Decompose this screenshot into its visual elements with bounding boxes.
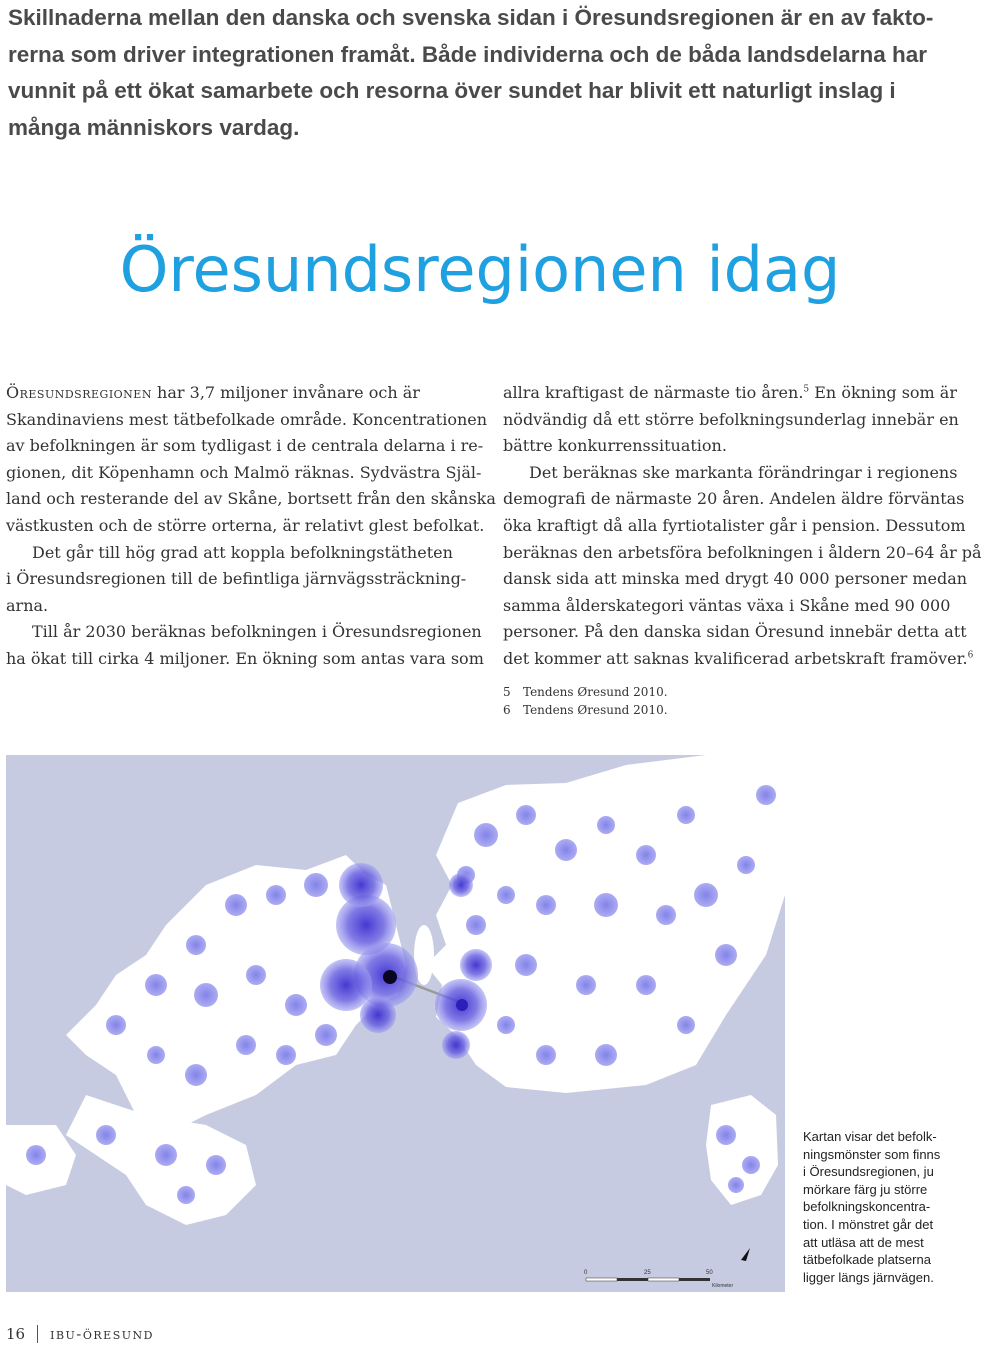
north-arrow-icon: [741, 1248, 750, 1261]
body-line: Det går till hög grad att koppla befolkningstätheten: [32, 542, 453, 562]
lead-paragraph: [8, 0, 952, 146]
lead-line: många människors vardag.: [8, 114, 300, 140]
run-in-heading: Öresundsregionen: [6, 383, 152, 402]
body-line: personer. På den danska sidan Öresund innebär detta att: [503, 622, 967, 642]
footnote-number: 5: [503, 685, 511, 699]
footnote-ref: 6: [967, 650, 974, 661]
footnote-number: 6: [503, 703, 511, 717]
scale-label: 50: [706, 1270, 713, 1276]
body-paragraph: [6, 380, 496, 540]
body-paragraph: [503, 380, 959, 460]
body-line: öka kraftigt då alla fyrtiotalister går i pension. Dessutom: [503, 515, 966, 535]
section-title: Öresundsregionen idag: [119, 233, 841, 306]
lead-line: rerna som driver integrationen framåt. Både individerna och de båda landsdelarna har: [8, 41, 928, 67]
map-graphic: [6, 755, 785, 1292]
body-paragraph: [6, 540, 468, 620]
footer-divider: [37, 1325, 38, 1343]
map-caption: [803, 1128, 958, 1286]
page-footer: [6, 1325, 154, 1343]
caption-line: mörkare färg ju större: [803, 1181, 928, 1197]
body-line: samma ålderskategori väntas växa i Skåne med 90 000: [503, 595, 951, 615]
lead-line: Skillnaderna mellan den danska och svenska sidan i Öresundsregionen är en av fakto-: [8, 5, 934, 30]
body-line: land och resterande del av Skåne, bortsett från den skånska: [6, 489, 496, 509]
body-paragraph: [6, 619, 484, 672]
lead-line: vunnit på ett ökat samarbete och resorna över sundet har blivit ett naturligt inslag i: [8, 78, 896, 103]
body-line: Skandinaviens mest tätbefolkade område. Koncentrationen: [6, 409, 488, 429]
body-column-left: [6, 380, 496, 673]
caption-line: ningsmönster som finns: [803, 1146, 941, 1162]
scale-label: 25: [644, 1270, 651, 1276]
caption-line: befolkningskoncentra-: [803, 1199, 931, 1215]
body-line: arna.: [6, 595, 49, 615]
body-line: ha ökat till cirka 4 miljoner. En ökning som antas vara som: [6, 648, 484, 668]
caption-line: tätbefolkade platserna: [803, 1252, 931, 1268]
body-line: västkusten och de större orterna, är relativt glest befolkat.: [6, 515, 485, 535]
body-line: [503, 380, 957, 407]
footnote-text: Tendens Øresund 2010.: [523, 703, 668, 717]
body-line: gionen, dit Köpenhamn och Malmö räknas. Sydvästra Själ-: [6, 462, 482, 482]
caption-line: Kartan visar det befolk-: [803, 1129, 937, 1144]
publication-name: ibu-öresund: [50, 1325, 154, 1343]
body-column-right: [503, 380, 982, 673]
body-line: beräknas den arbetsföra befolkningen i åldern 20–64 år på: [503, 542, 982, 562]
caption-line: att utläsa att de mest: [803, 1234, 924, 1250]
malmo-core: [456, 999, 468, 1011]
body-text: det kommer att saknas kvalificerad arbetskraft framöver.: [503, 648, 968, 668]
scale-bar: [584, 1270, 733, 1289]
caption-line: i Öresundsregionen, ju: [803, 1164, 934, 1180]
scale-unit: Kilometer: [712, 1283, 734, 1289]
footnote-ref: 5: [803, 384, 810, 395]
body-line: av befolkningen är som tydligast i de centrala delarna i re-: [6, 436, 484, 456]
footnotes: [503, 683, 943, 719]
footnote: [503, 683, 943, 701]
body-line: i Öresundsregionen till de befintliga järnvägssträckning-: [6, 569, 467, 589]
scale-label: 0: [584, 1270, 588, 1276]
copenhagen-core: [383, 970, 397, 984]
body-line: [503, 646, 974, 673]
body-text: har 3,7 miljoner invånare och är: [151, 383, 420, 402]
caption-line: tion. I mönstret går det: [803, 1216, 934, 1232]
body-text: En ökning som är: [809, 383, 957, 402]
body-line: bättre konkurrenssituation.: [503, 436, 727, 456]
population-density-map: [6, 755, 785, 1292]
body-line: Till år 2030 beräknas befolkningen i Öresundsregionen: [32, 622, 482, 642]
body-text: allra kraftigast de närmaste tio åren.: [503, 383, 804, 402]
body-line: Det beräknas ske markanta förändringar i regionens: [529, 462, 958, 482]
caption-line: ligger längs järnvägen.: [803, 1269, 934, 1285]
body-line: demografi de närmaste 20 åren. Andelen äldre förväntas: [503, 489, 965, 509]
body-line: dansk sida att minska med drygt 40 000 personer medan: [503, 569, 968, 589]
page-number: 16: [6, 1325, 26, 1343]
body-line: [6, 380, 468, 407]
body-paragraph: [503, 460, 982, 673]
footnote-text: Tendens Øresund 2010.: [523, 685, 668, 699]
body-line: nödvändig då ett större befolkningsunderlag innebär en: [503, 409, 959, 429]
footnote: [503, 701, 943, 719]
